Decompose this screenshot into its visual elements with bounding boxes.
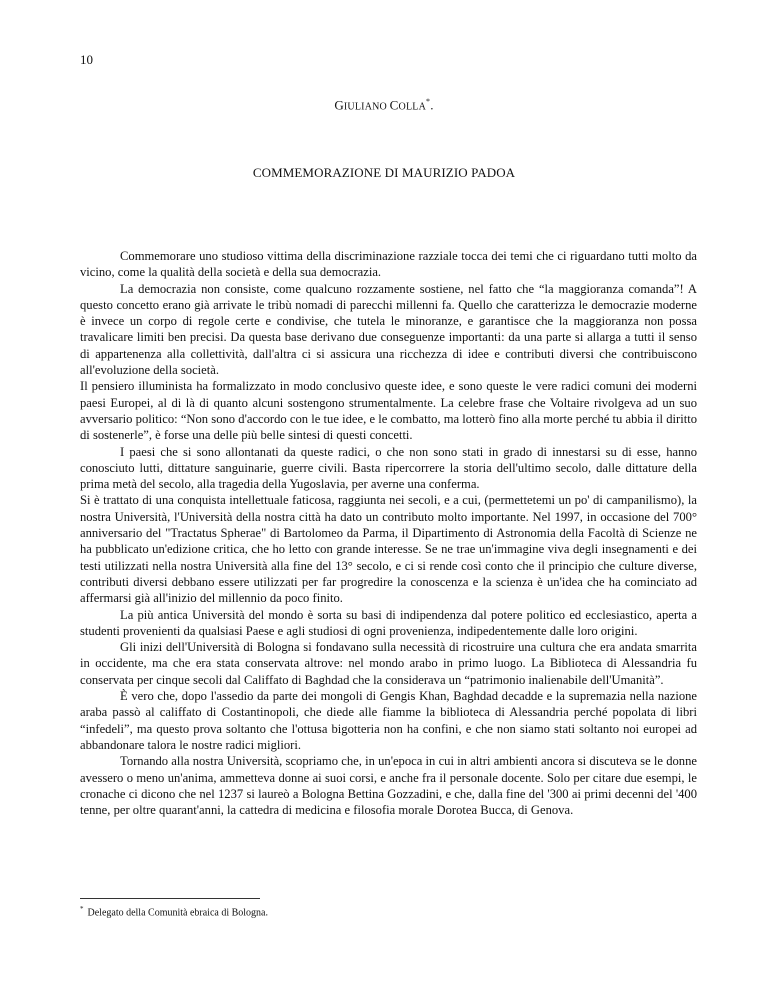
paragraph: I paesi che si sono allontanati da queste radici, o che non sono stati in grado di innestarsi su di esse, hanno conosciuto lutti, dittature sanguinarie, guerre civili. Basta ripercorrere la storia dell'ultimo secolo, dalle dittature della prima metà del secolo, alla tragedia della Yugoslavia, per averne una conferma. — [80, 444, 697, 492]
author-last-initial: C — [389, 97, 399, 113]
author-first-rest: IULIANO — [343, 101, 390, 113]
author-name — [0, 97, 768, 113]
author-last-rest: OLLA — [398, 101, 427, 113]
article-title: COMMEMORAZIONE DI MAURIZIO PADOA — [252, 165, 516, 180]
footnote-mark: * — [80, 905, 84, 913]
paragraph: È vero che, dopo l'assedio da parte dei mongoli di Gengis Khan, Baghdad decadde e la supremazia nella nazione araba passò al califfato di Costantinopoli, che diede alle fiamme la biblioteca di Alessandria perché popolata di libri “infedeli”, ma questo prova soltanto che l'ottusa bigotteria non ha confini, e che non siamo stati soltanto noi europei ad abbandonare talora le nostre radici migliori. — [80, 689, 697, 752]
author-period: . — [430, 97, 434, 113]
author-footnote-mark: * — [426, 97, 431, 106]
footnote — [80, 905, 268, 918]
paragraph: La più antica Università del mondo è sorta su basi di indipendenza dal potere politico ed ecclesiastico, aperta a studenti provenienti da qualsiasi Paese e agli studiosi di ogni provenienza, indipedentemente dalle loro origini. — [80, 607, 697, 638]
paragraph: Tornando alla nostra Università, scopriamo che, in un'epoca in cui in altri ambienti ancora si discuteva se le donne avessero o meno un'anima, ammetteva donne ai suoi corsi, e anche fra il personale docente. Solo per citare due esempi, le cronache ci dicono che nel 1237 si laureò a Bologna Bettina Gozzadini, e che, dalla fine del '300 ai primi decenni del '400 tenne, per oltre quarant'anni, la cattedra di medicina e filosofia morale Dorotea Bucca, di Genova. — [80, 754, 697, 818]
page-number: 10 — [80, 52, 93, 67]
paragraph: Commemorare uno studioso vittima della discriminazione razziale tocca dei temi che ci riguardano tutti molto da vicino, come la qualità della società e della sua democrazia. — [80, 249, 697, 280]
paragraph: Il pensiero illuminista ha formalizzato in modo conclusivo queste idee, e sono queste le vere radici comuni dei moderni paesi Europei, al di là di quanto alcuni sostengono strumentalmente. La celebre frase che Voltaire rivolgeva ad un suo avversario politico: “Non sono d'accordo con le tue idee, e le combatto, ma lotterò fino alla morte perché tu abbia il diritto di sostenerle”, è forse una delle più belle sintesi di questi concetti. — [80, 379, 697, 443]
paragraph: Si è trattato di una conquista intellettuale faticosa, raggiunta nei secoli, e a cui, (permettetemi un po' di campanilismo), la nostra Università, l'Università della nostra città ha dato un contributo molto importante. Nel 1997, in occasione del 700° anniversario del "Tractatus Spherae" di Bartolomeo da Parma, il Dipartimento di Astronomia della Facoltà di Scienze ne ha pubblicato un'edizione critica, che ho letto con grande interesse. Se ne trae un'immagine viva degli insegnamenti e dei testi utilizzati nella nostra Università alla fine del 13° secolo, e ci si rende così conto che il principio che culture diverse, contributi diversi debbano essere utilizzati per far progredire la conoscenza e la scienza è un'idea che ha cominciato ad affermarsi già all'inizio del millennio da poco finito. — [80, 493, 697, 606]
footnote-divider — [80, 898, 260, 899]
footnote-text: Delegato della Comunità ebraica di Bologna. — [87, 907, 268, 919]
author-first-initial: G — [334, 97, 344, 113]
paragraph: Gli inizi dell'Università di Bologna si fondavano sulla necessità di ricostruire una cultura che era andata smarrita in occidente, ma che era stata conservata altrove: nel mondo arabo in primo luogo. La Biblioteca di Alessandria fu conservata per cinque secoli dal Califfato di Baghdad che la considerava un “patrimonio inalienabile dell'Umanità”. — [80, 640, 697, 687]
article-body — [80, 248, 697, 818]
paragraph: La democrazia non consiste, come qualcuno rozzamente sostiene, nel fatto che “la maggioranza comanda”! A questo concetto erano già arrivate le tribù nomadi di parecchi millenni fa. Quello che caratterizza le democrazie moderne è invece un corpo di regole certe e condivise, che tutela le minoranze, e garantisce che la maggioranza non possa travalicare limiti ben precisi. Da questa base derivano due conseguenze importanti: da una parte si allarga a tutti il senso di appartenenza alla collettività, dall'altra ci si assicura una ricchezza di idee e contributi diversi che contribuiscono all'evoluzione della società. — [80, 281, 697, 378]
